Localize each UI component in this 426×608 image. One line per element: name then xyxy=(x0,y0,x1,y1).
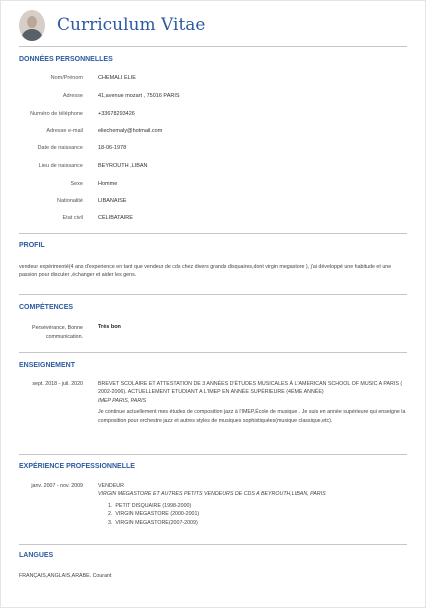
education-title: BREVET SCOLAIRE ET ATTESTATION DE 3 ANNÉES D'ÉTUDES MUSICALES À L'AMERICAN SCHOOL OF MUSIC A PARIS ( 2002-2006). ACTUELLEMENT ETUDIANT A L'IMEP EN ANNÉE SUPÉRIEURE (4ÉME ANNÉE) xyxy=(98,381,403,396)
education-dates: sept. 2018 - juil. 2020 xyxy=(32,381,83,387)
experience-list xyxy=(98,502,407,527)
divider xyxy=(19,46,407,47)
label-birthdate: Date de naissance xyxy=(37,145,83,151)
section-title-profile: PROFIL xyxy=(19,242,45,249)
value-birthplace: BEYROUTH ,LIBAN xyxy=(98,163,148,169)
section-title-skills: COMPÉTENCES xyxy=(19,304,74,311)
divider xyxy=(19,294,407,295)
value-phone: +33678293426 xyxy=(98,111,135,117)
label-email: Adresse e-mail xyxy=(46,128,83,134)
value-email: eliechemaly@hotmail.com xyxy=(98,128,163,134)
divider xyxy=(19,233,407,234)
education-entry xyxy=(98,380,407,425)
avatar xyxy=(19,10,45,41)
languages-text: FRANÇAIS,ANGLAIS,ARABE. Courant xyxy=(19,573,112,579)
label-name: Nom/Prénom xyxy=(50,75,83,81)
skill-level: Très bon xyxy=(98,324,121,330)
page-title: Curriculum Vitae xyxy=(57,15,206,35)
label-phone: Numéro de téléphone xyxy=(30,111,83,117)
section-title-experience: EXPÉRIENCE PROFESSIONNELLE xyxy=(19,463,135,470)
avatar-body xyxy=(22,29,42,41)
value-name: CHEMALI ELIE xyxy=(98,75,136,81)
profile-text: vendeur expérimenté(4 ans d'experience en tant que vendeur de cds chez divers grands disquaires,dont virgin megastore ), j'ai développé une habitude et une passion pour discuter ,échanger et aider les gens. xyxy=(19,264,392,279)
value-sex: Homme xyxy=(98,181,118,187)
skill-label: Persévérance, Bonne communication. xyxy=(32,325,83,340)
experience-entry xyxy=(98,482,407,527)
label-sex: Sexe xyxy=(70,181,83,187)
section-title-education: ENSEIGNEMENT xyxy=(19,362,76,369)
label-civil-status: Etat civil xyxy=(62,215,83,221)
label-address: Adresse xyxy=(62,93,83,99)
list-item-text: PETIT DISQUAIRE (1998-2000) xyxy=(115,502,192,509)
value-nationality: LIBANAISE xyxy=(98,198,127,204)
experience-dates: janv. 2007 - nov. 2009 xyxy=(31,483,83,489)
value-birthdate: 18-06-1978 xyxy=(98,145,127,151)
value-address: 41,avenue mozart , 75016 PARIS xyxy=(98,93,180,99)
list-item: 2. VIRGIN MEGASTORE (2000-2001) xyxy=(108,511,200,518)
education-description: Je continue actuellement mes études de composition jazz à l'IMEP,École de musique . Je suis en année supérieure qui enseigne la composition pour orchestre jazz et autres styles de musiques sophistiquées(musique classique,etc). xyxy=(98,409,406,424)
section-title-languages: LANGUES xyxy=(19,552,54,559)
list-item-text: VIRGIN MEGASTORE(2007-2009) xyxy=(115,519,198,526)
divider xyxy=(19,454,407,455)
value-civil-status: CÉLIBATAIRE xyxy=(98,215,133,221)
list-item: 3. VIRGIN MEGASTORE(2007-2009) xyxy=(108,519,198,526)
experience-role: VENDEUR xyxy=(98,483,124,489)
label-birthplace: Lieu de naissance xyxy=(38,163,83,169)
education-school: IMEP PARIS, PARIS xyxy=(98,397,147,404)
avatar-head xyxy=(27,16,37,28)
section-title-personal: DONNÉES PERSONNELLES xyxy=(19,56,113,63)
divider xyxy=(19,544,407,545)
experience-employer: VIRGIN MEGASTORE ET AUTRES PETITS VENDEURS DE CDS A BEYROUTH,LIBAN, PARIS xyxy=(98,491,326,498)
cv-header xyxy=(19,8,205,42)
list-item-text: VIRGIN MEGASTORE (2000-2001) xyxy=(115,511,200,518)
divider xyxy=(19,352,407,353)
list-item: 1. PETIT DISQUAIRE (1998-2000) xyxy=(108,502,192,509)
label-nationality: Nationalité xyxy=(57,198,83,204)
